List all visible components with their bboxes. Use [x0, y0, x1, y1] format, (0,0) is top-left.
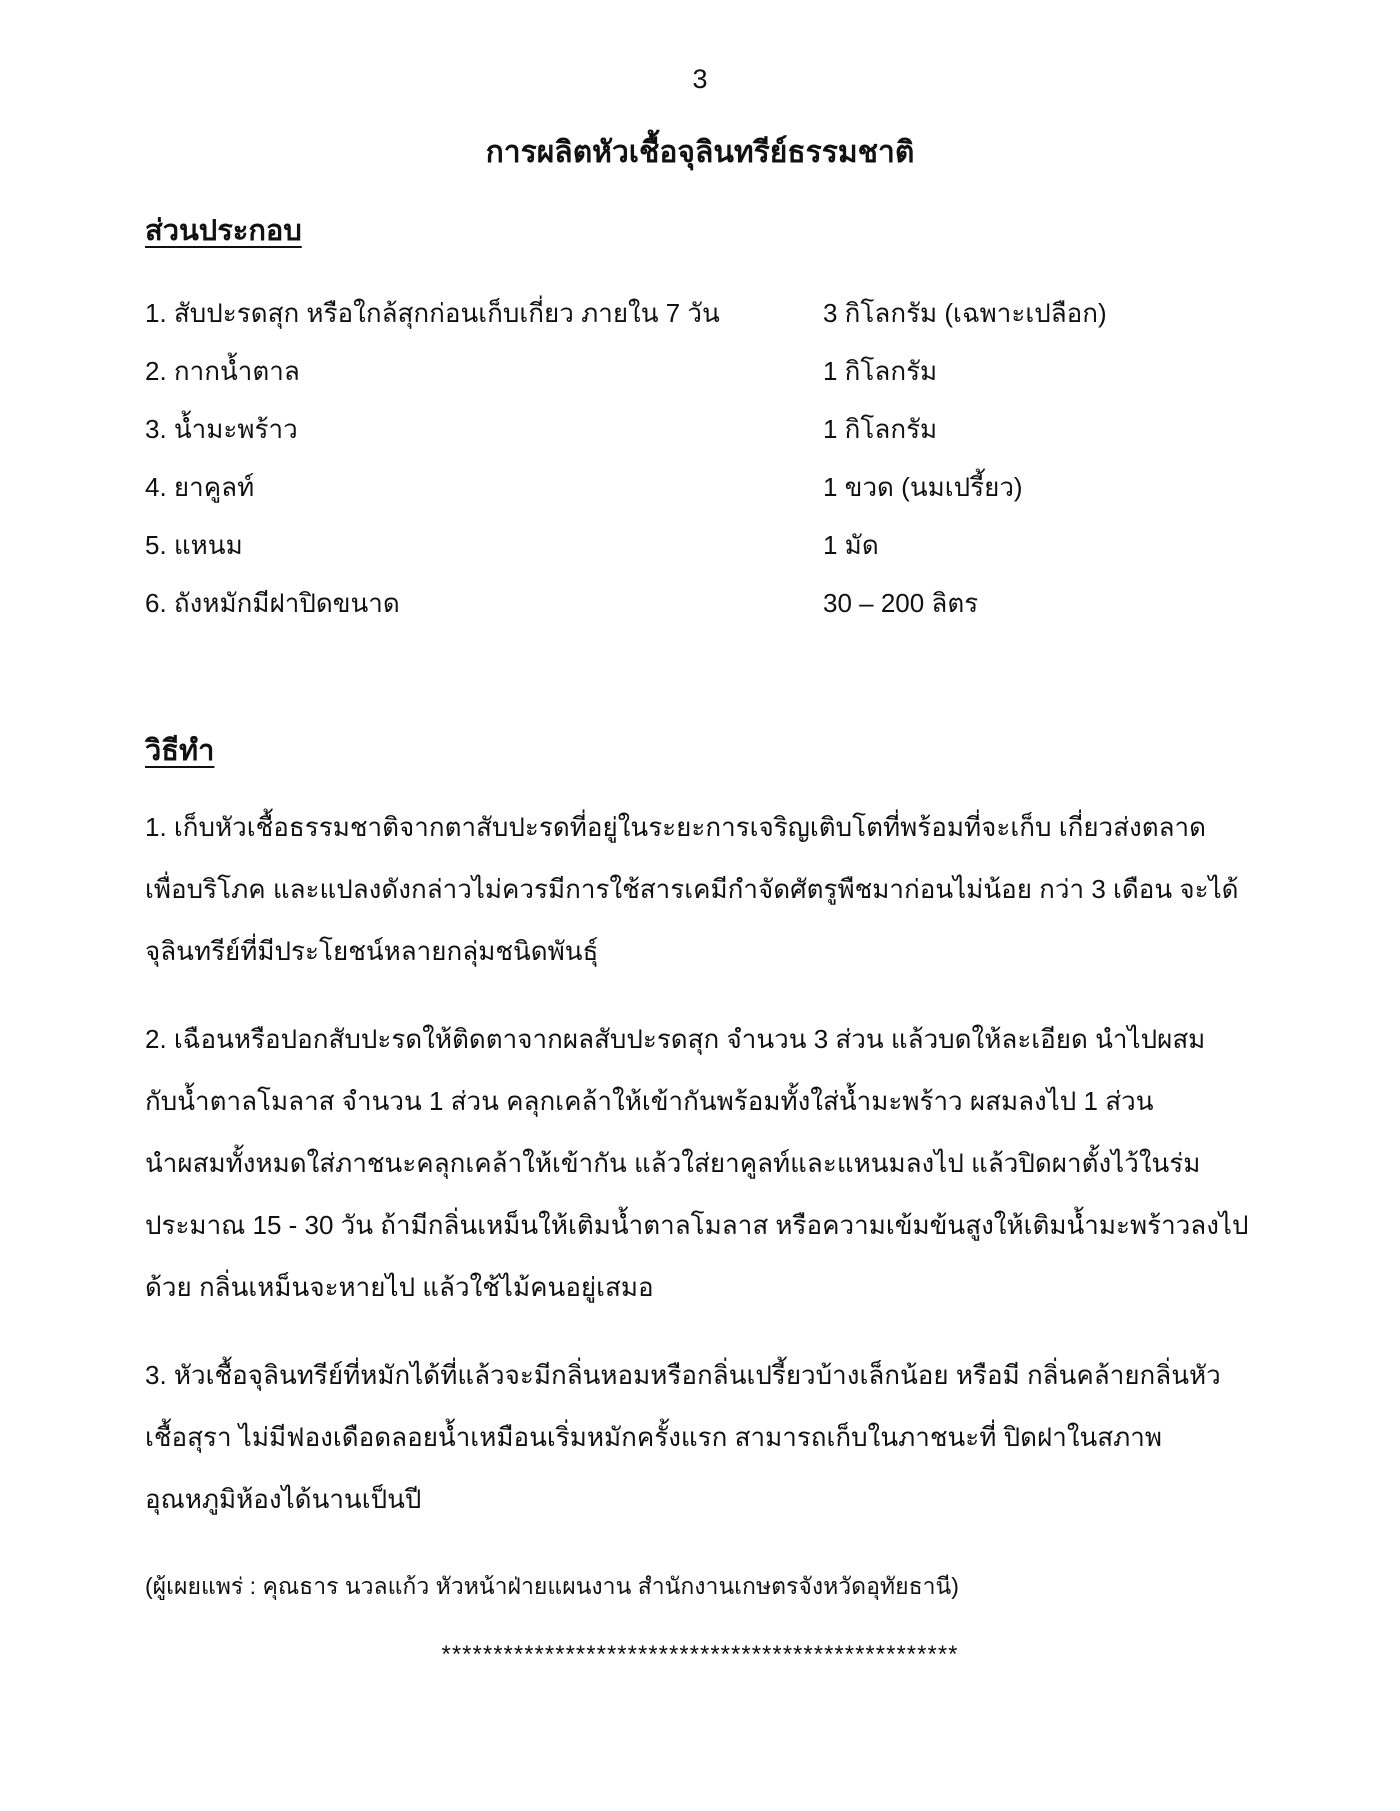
text-line: ประมาณ 15 - 30 วัน ถ้ามีกลิ่นเหม็นให้เติมน้ำตาลโมลาส หรือความเข้มข้นสูงให้เติมน้ำมะพร้าวลงไป	[145, 1210, 1249, 1240]
text-line: นำผสมทั้งหมดใส่ภาชนะคลุกเคล้าให้เข้ากัน แล้วใส่ยาคูลท์และแหนมลงไป แล้วปิดผาตั้งไว้ในร่ม	[145, 1148, 1201, 1178]
text-line: 2. เฉือนหรือปอกสับปะรดให้ติดตาจากผลสับปะรดสุก จำนวน 3 ส่วน แล้วบดให้ละเอียด นำไปผสม	[145, 1024, 1206, 1054]
ingredients-table	[145, 284, 1255, 632]
method-step-1	[145, 796, 1255, 982]
method-step-3	[145, 1344, 1255, 1530]
document-title: การผลิตหัวเชื้อจุลินทรีย์ธรรมชาติ	[485, 136, 915, 169]
ingredient-amount: 1 กิโลกรัม	[823, 414, 938, 444]
ingredient-name: 1. สับปะรดสุก หรือใกล้สุกก่อนเก็บเกี่ยว ภายใน 7 วัน	[145, 298, 720, 328]
asterisk-separator: **************************************************	[441, 1641, 959, 1668]
publisher-credit: (ผู้เผยแพร่ : คุณธาร นวลแก้ว หัวหน้าฝ่ายแผนงาน สำนักงานเกษตรจังหวัดอุทัยธานี)	[145, 1573, 959, 1599]
text-line: เพื่อบริโภค และแปลงดังกล่าวไม่ควรมีการใช้สารเคมีกำจัดศัตรูพืชมาก่อนไม่น้อย กว่า 3 เดือน จะได้	[145, 874, 1239, 904]
page-number: 3	[692, 64, 708, 94]
ingredient-name: 3. น้ำมะพร้าว	[145, 414, 298, 444]
ingredient-name: 4. ยาคูลท์	[145, 472, 255, 502]
text-line: 3. หัวเชื้อจุลินทรีย์ที่หมักได้ที่แล้วจะมีกลิ่นหอมหรือกลิ่นเปรี้ยวบ้างเล็กน้อย หรือมี กลิ่นคล้ายกลิ่นหัว	[145, 1360, 1221, 1390]
text-line: 1. เก็บหัวเชื้อธรรมชาติจากตาสับปะรดที่อยู่ในระยะการเจริญเติบโตที่พร้อมที่จะเก็บ เกี่ยวส่งตลาด	[145, 812, 1207, 842]
text-line: เชื้อสุรา ไม่มีฟองเดือดลอยน้ำเหมือนเริ่มหมักครั้งแรก สามารถเก็บในภาชนะที่ ปิดฝาในสภาพ	[145, 1422, 1163, 1452]
ingredient-amount: 1 ขวด (นมเปรี้ยว)	[823, 472, 1023, 502]
method-step-2	[145, 1008, 1255, 1318]
ingredient-amount: 30 – 200 ลิตร	[823, 588, 979, 618]
method-heading: วิธีทำ	[145, 735, 215, 767]
ingredient-amount: 3 กิโลกรัม (เฉพาะเปลือก)	[823, 298, 1107, 328]
text-line: กับน้ำตาลโมลาส จำนวน 1 ส่วน คลุกเคล้าให้เข้ากันพร้อมทั้งใส่น้ำมะพร้าว ผสมลงไป 1 ส่วน	[145, 1086, 1154, 1116]
ingredient-name: 5. แหนม	[145, 530, 243, 560]
ingredient-name: 2. กากน้ำตาล	[145, 356, 300, 386]
ingredients-heading: ส่วนประกอบ	[145, 215, 302, 247]
text-line: ด้วย กลิ่นเหม็นจะหายไป แล้วใช้ไม้คนอยู่เสมอ	[145, 1272, 654, 1302]
ingredient-name: 6. ถังหมักมีฝาปิดขนาด	[145, 588, 400, 618]
text-line: จุลินทรีย์ที่มีประโยชน์หลายกลุ่มชนิดพันธุ์	[145, 936, 599, 966]
text-line: อุณหภูมิห้องได้นานเป็นปี	[145, 1484, 422, 1514]
ingredient-amount: 1 มัด	[823, 530, 879, 560]
ingredient-amount: 1 กิโลกรัม	[823, 356, 938, 386]
